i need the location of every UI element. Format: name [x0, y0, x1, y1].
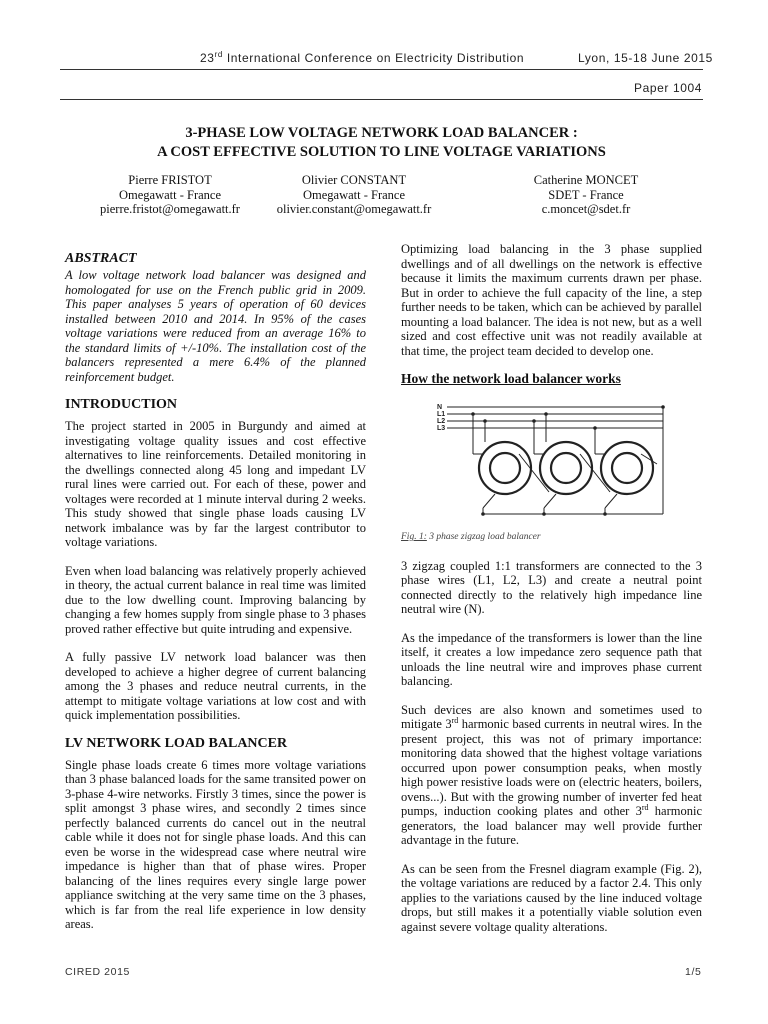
title-line-1: 3-PHASE LOW VOLTAGE NETWORK LOAD BALANCER :	[185, 125, 578, 141]
right-paragraph-3: As the impedance of the transformers is lower than the line itself, it creates a low impedance zero sequence path that unloads the line neutral wire and improves phase current balancing.	[401, 630, 702, 688]
p4-part-b: harmonic based currents in neutral wires. In the present project, this was not of primary importance: monitoring data showed that the highest voltage variations occurred upon power consumption peaks, when mostly high power resistive loads were on (electric heaters, boilers, ovens...). But with the growing number of inverter fed heat pumps, induction cooking plates and other 3	[401, 717, 702, 818]
right-paragraph-5: As can be seen from the Fresnel diagram example (Fig. 2), the voltage variations are reduced by a factor 2.4. This only applies to the variations caused by the line induced voltage drops, but still makes it a potentially viable solution even against severe voltage quality alterations.	[401, 861, 702, 934]
figure-1-caption	[401, 530, 702, 545]
label-l2: L2	[437, 418, 446, 425]
author-email: olivier.constant@omegawatt.fr	[276, 202, 432, 216]
conference-ordinal: rd	[214, 50, 223, 59]
author-org: Omegawatt - France	[118, 187, 222, 202]
right-paragraph-4	[401, 703, 702, 848]
page-number: 1/5	[685, 966, 702, 978]
introduction-paragraph-1: The project started in 2005 in Burgundy and aimed at investigating voltage quality issues and cost effective alternatives to line reinforcements. Detailed monitoring in the dwellings connected along 45 long and impedant LV rural lines were carried out. For each of these, power and voltages were recorded at 1 minute interval during 2 weeks. This study showed that single phase loads causing LV network imbalance was by far the largest contributor to voltage variations.	[65, 419, 366, 549]
figure-number: Fig. 1:	[401, 532, 427, 542]
transformer-2-outer	[540, 442, 592, 494]
author-name: Olivier CONSTANT	[301, 173, 407, 187]
p4-sup-1: rd	[451, 715, 459, 725]
header-rule-top	[60, 69, 703, 70]
lv-balancer-paragraph: Single phase loads create 6 times more voltage variations than 3 phase balanced loads for the same transited power on 3-phase 4-wire networks. Firstly 3 times, since the power is split amongst 3 phase wires, and secondly 2 times since perfectly balanced currents do cancel out in the neutral cable while it does not for single phase loads. And this can even be worse in the widespread case where neutral wire impedance is higher than that of phase wires. Proper balancing of the lines requires every single large power appliance switching at the very same time on the 3 phases, which is far from the real life experience in low density areas.	[65, 757, 366, 931]
author-email: pierre.fristot@omegawatt.fr	[100, 202, 240, 216]
author-name: Pierre FRISTOT	[128, 173, 212, 187]
right-paragraph-1: Optimizing load balancing in the 3 phase supplied dwellings and of all dwellings on the network is effective because it limits the maximum currents drawn per phase. But in order to achieve the full capacity of the line, a step further needs to be taken, which can be achieved by parallel mounting a load balancer. The idea is not new, but as a well sized and cost effective unit was not readily available at that time, the project team decided to develop one.	[401, 242, 702, 358]
right-paragraph-2: 3 zigzag coupled 1:1 transformers are connected to the 3 phase wires (L1, L2, L3) and create a neutral point connected directly to the relatively high impedance line neutral wire (N).	[401, 558, 702, 616]
how-it-works-heading: How the network load balancer works	[401, 371, 621, 386]
transformer-1-outer	[479, 442, 531, 494]
author-name: Catherine MONCET	[533, 173, 639, 187]
footer-left: CIRED 2015	[65, 966, 130, 978]
p4-sup-2: rd	[641, 802, 649, 812]
transformer-2-inner	[551, 453, 581, 483]
zigzag-balancer-diagram	[401, 396, 702, 528]
label-n: N	[437, 404, 443, 411]
transformer-1-inner	[490, 453, 520, 483]
abstract-heading: ABSTRACT	[65, 251, 137, 266]
conference-header	[200, 51, 524, 65]
author-org: Omegawatt - France	[302, 187, 406, 202]
label-l1: L1	[437, 411, 446, 418]
introduction-paragraph-2: Even when load balancing was relatively properly achieved in theory, the actual current balance in real time was limited due to the low dwelling count. Improving balancing by changing a few homes supply from single phase to 3 phases proved rather effective but quite intruding and expensive.	[65, 563, 366, 636]
author-2	[244, 173, 464, 217]
introduction-paragraph-3: A fully passive LV network load balancer was then developed to achieve a higher degree of current balancing among the 3 phases and reduce neutral currents, in the attempt to mitigate voltage variations at low cost and with quick implementation possibilities.	[65, 650, 366, 722]
author-3	[476, 173, 696, 217]
header-rule-bottom	[60, 99, 703, 100]
conference-location: Lyon, 15-18 June 2015	[578, 51, 713, 65]
author-email: c.moncet@sdet.fr	[541, 202, 631, 216]
abstract-text: A low voltage network load balancer was designed and homologated for use on the French public grid in 2009. This paper analyses 5 years of operation of 60 devices installed between 2010 and 2014. In 95% of the cases voltage variations were reduced from an average 16% to the standard limits of +/-10%. The installation cost of the balancers represented a mere 6.4% of the planned reinforcement budget.	[65, 268, 366, 384]
p4-part-a: Such devices are also known and sometimes used to mitigate 3	[401, 702, 702, 731]
label-l3: L3	[437, 425, 446, 432]
transformer-3-inner	[612, 453, 642, 483]
figure-1	[401, 396, 702, 528]
p4-part-c: harmonic generators, the load balancer may well provide further advantage in the future.	[401, 804, 702, 847]
introduction-heading: INTRODUCTION	[65, 397, 178, 412]
conference-name: International Conference on Electricity Distribution	[226, 51, 525, 65]
left-column	[65, 250, 366, 932]
figure-caption-text: 3 phase zigzag load balancer	[426, 532, 541, 542]
transformer-3-outer	[601, 442, 653, 494]
author-org: SDET - France	[548, 187, 624, 202]
lv-balancer-heading: LV NETWORK LOAD BALANCER	[65, 735, 288, 751]
title-line-2: A COST EFFECTIVE SOLUTION TO LINE VOLTAGE VARIATIONS	[157, 144, 606, 160]
paper-number: Paper 1004	[634, 81, 703, 95]
conference-number: 23	[200, 51, 215, 65]
paper-title	[60, 124, 703, 162]
right-column	[401, 242, 702, 934]
